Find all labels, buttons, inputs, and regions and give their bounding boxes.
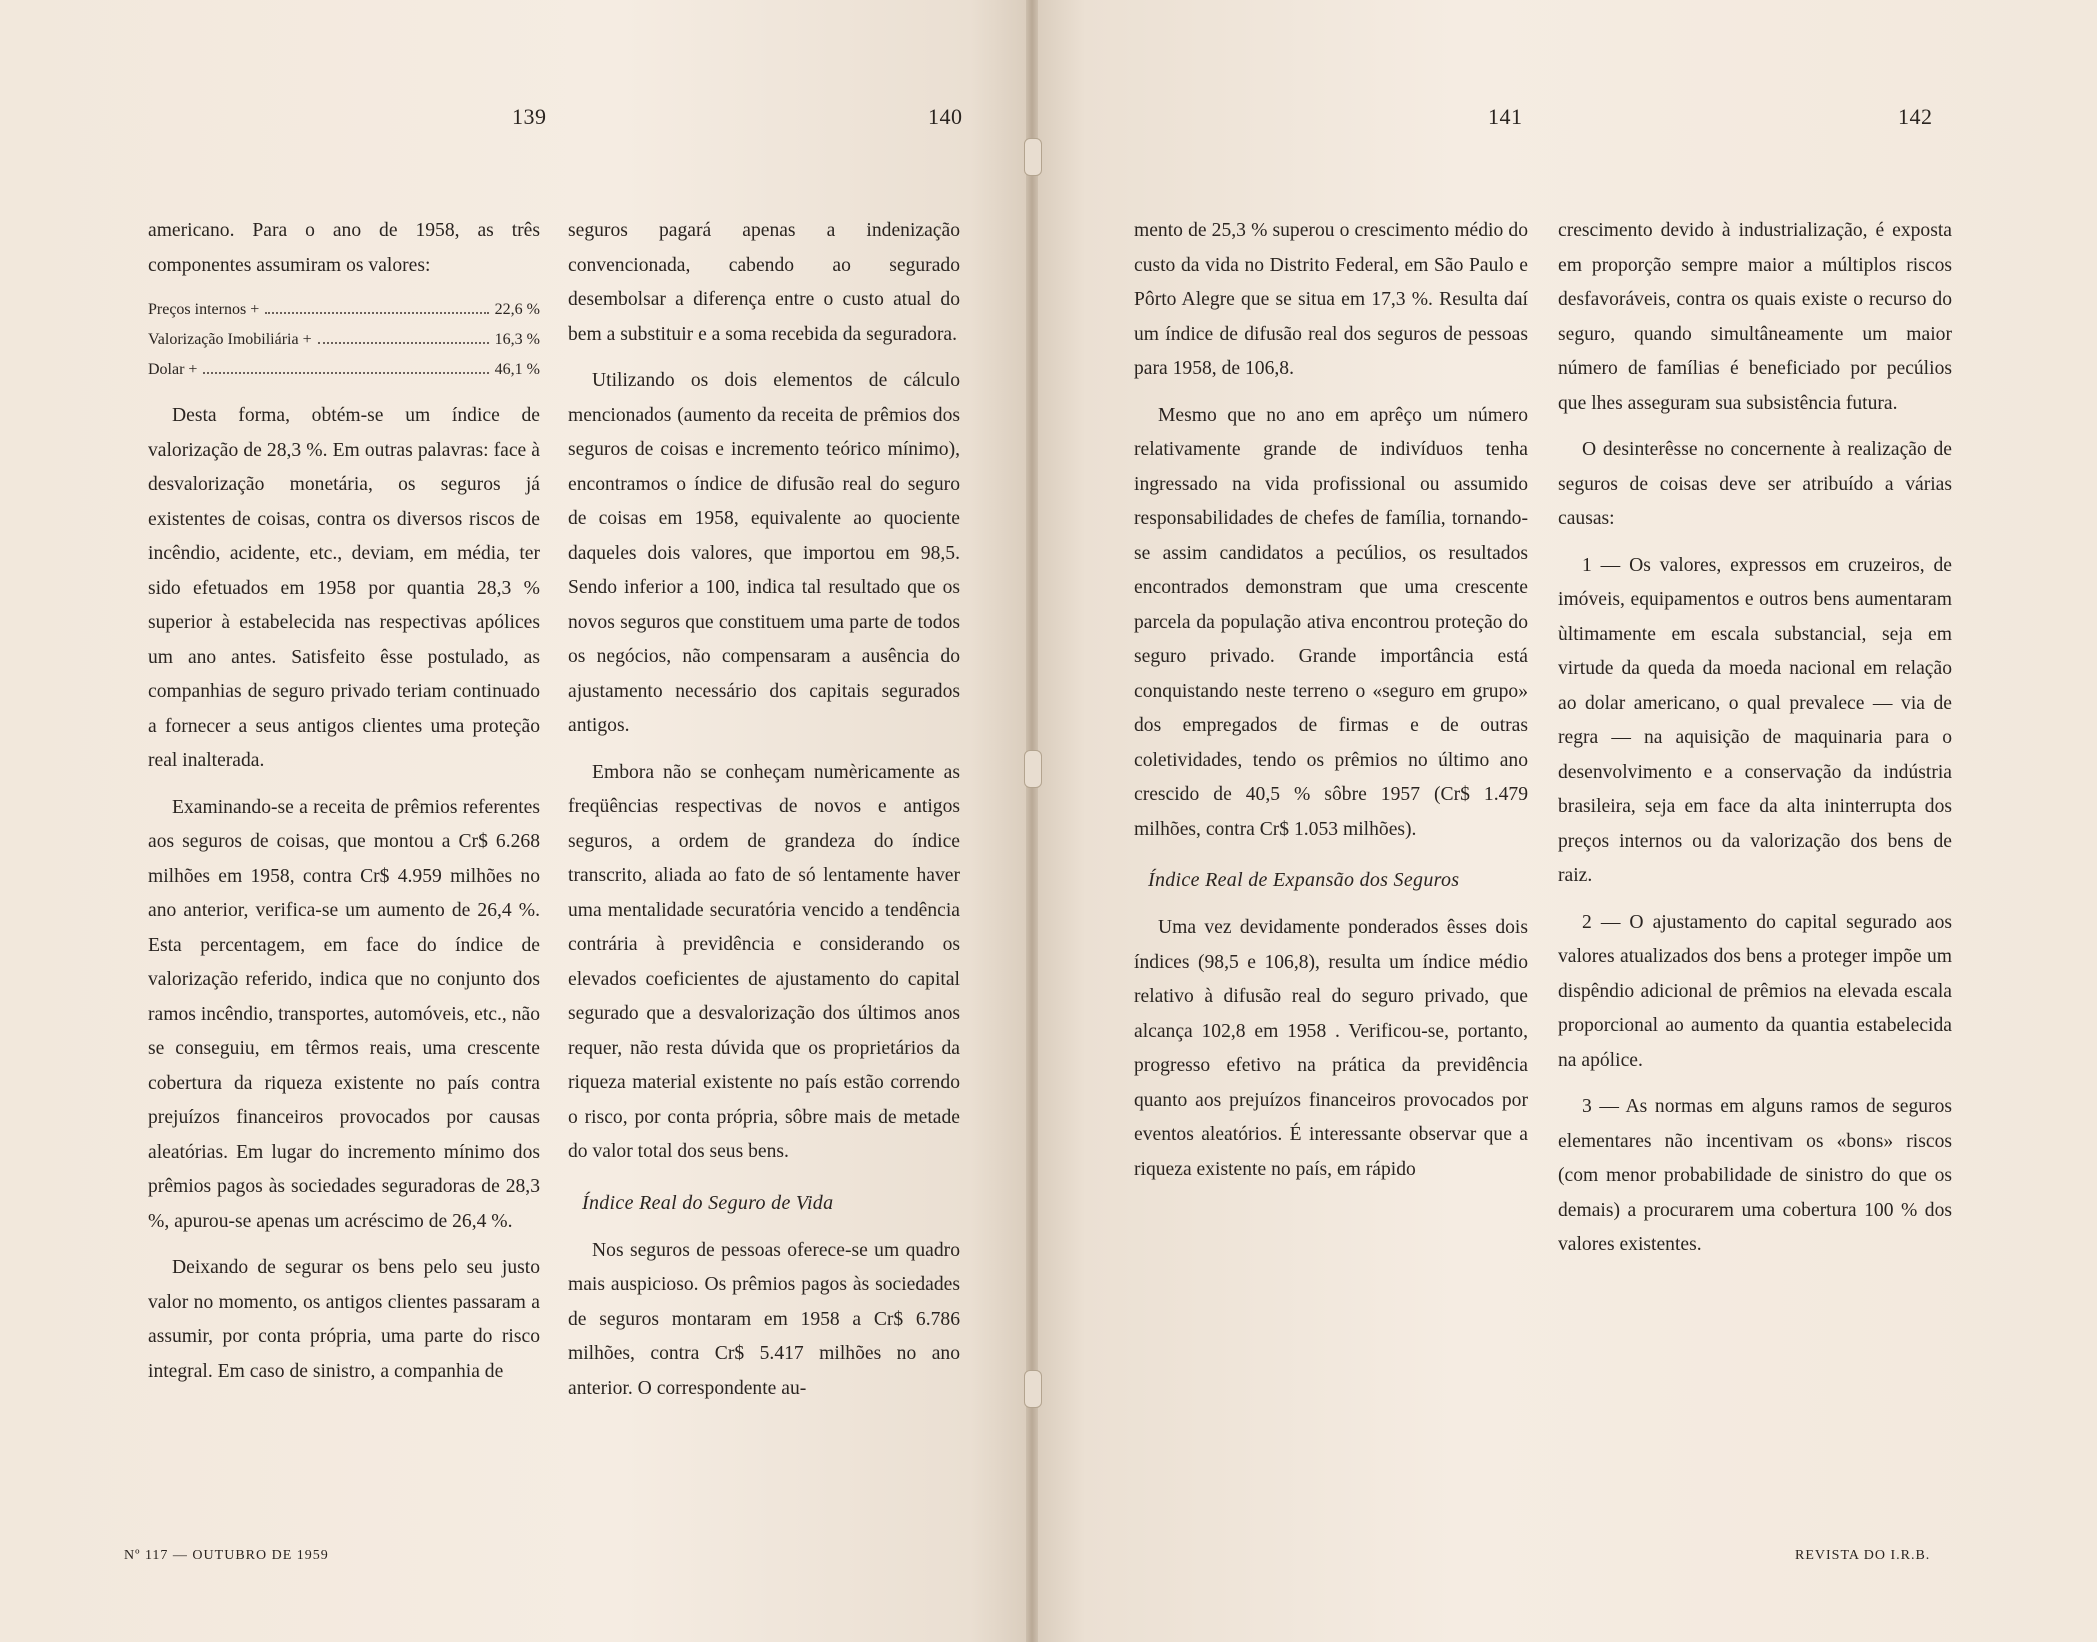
column-page-141 <box>1134 214 1528 1199</box>
list-item <box>148 325 540 355</box>
paragraph: 3 — As normas em alguns ramos de seguros elementares não incentivam os «bons» riscos (com menor probabilidade de sinistro do que os demais) a procurarem uma cobertura 100 % dos valores existentes. <box>1558 1096 1952 1255</box>
paragraph: Uma vez devidamente ponderados êsses dois índices (98,5 e 106,8), resulta um índice médio relativo à difusão real do seguro privado, que alcança 102,8 em 1958 . Verificou-se, portanto, progresso efetivo na prática da previdência quanto aos prejuízos financeiros provocados por eventos aleatórios. É interessante observar que a riqueza existente no país, em rápido <box>1134 917 1528 1180</box>
price-value: 22,6 % <box>494 301 540 318</box>
price-components-list <box>148 295 540 385</box>
page-number-142: 142 <box>1898 104 1933 129</box>
dot-leader <box>265 312 488 314</box>
price-label: Preços internos + <box>148 301 260 318</box>
paragraph: crescimento devido à industrialização, é exposta em proporção sempre maior a múltiplos riscos desfavoráveis, contra os quais existe o recurso do seguro, quando simultâneamente um maior número de famílias é beneficiado por pecúlios que lhes asseguram sua subsistência futura. <box>1558 220 1952 414</box>
binding-stitch <box>1024 750 1042 788</box>
dot-leader <box>203 372 488 374</box>
price-label: Valorização Imobiliária + <box>148 331 312 348</box>
paragraph: 1 — Os valores, expressos em cruzeiros, de imóveis, equipamentos e outros bens aumentaram ùltimamente em escala substancial, seja em virtude da queda da moeda nacional em relação ao dolar americano, o qual prevalece — via de regra — na aquisição de maquinaria para o desenvolvimento e a conservação da indústria brasileira, seja em face da alta ininterrupta dos preços internos ou da valorização dos bens de raiz. <box>1558 554 1952 886</box>
paragraph: Deixando de segurar os bens pelo seu justo valor no momento, os antigos clientes passaram a assumir, por conta própria, uma parte do risco integral. Em caso de sinistro, a companhia de <box>148 1257 540 1382</box>
paragraph: Nos seguros de pessoas oferece-se um quadro mais auspicioso. Os prêmios pagos às sociedades de seguros montaram em 1958 a Cr$ 6.786 milhões, contra Cr$ 5.417 milhões no ano anterior. O correspondente au- <box>568 1239 960 1399</box>
footer-issue: Nº 117 — OUTUBRO DE 1959 <box>124 1548 329 1563</box>
page-number-139: 139 <box>512 104 547 129</box>
page-number-141: 141 <box>1488 104 1523 129</box>
paragraph: Examinando-se a receita de prêmios referentes aos seguros de coisas, que montou a Cr$ 6.268 milhões em 1958, contra Cr$ 4.959 milhões no ano anterior, verifica-se um aumento de 26,4 %. Esta percentagem, em face do índice de valorização referido, indica que no conjunto dos ramos incêndio, transportes, automóveis, etc., não se conseguiu, em têrmos reais, uma crescente cobertura da riqueza existente no país contra prejuízos financeiros provocados por causas aleatórias. Em lugar do incremento mínimo dos prêmios pagos às sociedades seguradoras de 28,3 %, apurou-se apenas um acréscimo de 26,4 %. <box>148 796 540 1232</box>
section-heading: Índice Real de Expansão dos Seguros <box>1148 869 1460 891</box>
binding-stitch <box>1024 1370 1042 1408</box>
paragraph: 2 — O ajustamento do capital segurado aos valores atualizados dos bens a proteger impõe um dispêndio adicional de prêmios na elevada escala proporcional ao aumento da quantia estabelecida na apólice. <box>1558 911 1952 1071</box>
page-number-140: 140 <box>928 104 963 129</box>
paragraph: Desta forma, obtém-se um índice de valorização de 28,3 %. Em outras palavras: face à desvalorização monetária, os seguros já existentes de coisas, contra os diversos riscos de incêndio, acidente, etc., deviam, em média, ter sido efetuados em 1958 por quantia 28,3 % superior à estabelecida nas respectivas apólices um ano antes. Satisfeito êsse postulado, as companhias de seguro privado teriam continuado a fornecer a seus antigos clientes uma proteção real inalterada. <box>148 405 540 771</box>
price-value: 16,3 % <box>494 331 540 348</box>
paragraph: Utilizando os dois elementos de cálculo mencionados (aumento da receita de prêmios dos seguros de coisas e incremento teórico mínimo), encontramos o índice de difusão real do seguro de coisas em 1958, equivalente ao quociente daqueles dois valores, que importou em 98,5. Sendo inferior a 100, indica tal resultado que os novos seguros que constituem uma parte de todos os negócios, não compensaram a ausência do ajustamento necessário dos capitais segurados antigos. <box>568 370 960 736</box>
list-item <box>148 295 540 325</box>
dot-leader <box>318 342 489 344</box>
column-page-139 <box>148 214 540 1401</box>
paragraph: seguros pagará apenas a indenização convencionada, cabendo ao segurado desembolsar a diferença entre o custo atual do bem a substituir e a soma recebida da seguradora. <box>568 220 960 345</box>
column-page-140 <box>568 214 960 1418</box>
paragraph: Embora não se conheçam numèricamente as freqüências respectivas de novos e antigos seguros, a ordem de grandeza do índice transcrito, aliada ao fato de só lentamente haver uma mentalidade securatória vencido a tendência contrária à previdência e considerando os elevados coeficientes de ajustamento do capital segurado que a desvalorização dos últimos anos requer, não resta dúvida que os proprietários da riqueza material existente no país estão correndo o risco, por conta própria, sôbre mais de metade do valor total dos seus bens. <box>568 761 960 1162</box>
footer-journal: REVISTA DO I.R.B. <box>1795 1548 1931 1563</box>
paragraph: americano. Para o ano de 1958, as três componentes assumiram os valores: <box>148 220 540 276</box>
price-value: 46,1 % <box>494 361 540 378</box>
list-item <box>148 355 540 385</box>
binding-stitch <box>1024 138 1042 176</box>
section-heading: Índice Real do Seguro de Vida <box>582 1191 834 1214</box>
column-page-142 <box>1558 214 1952 1275</box>
paragraph: Mesmo que no ano em aprêço um número relativamente grande de indivíduos tenha ingressado na vida profissional ou assumido responsabilidades de chefes de família, tornando-se assim candidatos a pecúlios, os resultados encontrados demonstram que uma crescente parcela da população ativa encontrou proteção do seguro privado. Grande importância está conquistando neste terreno o «seguro em grupo» dos empregados de firmas e de outras coletividades, tendo os prêmios no último ano crescido de 40,5 % sôbre 1957 (Cr$ 1.479 milhões, contra Cr$ 1.053 milhões). <box>1134 404 1528 840</box>
paragraph: mento de 25,3 % superou o crescimento médio do custo da vida no Distrito Federal, em São Paulo e Pôrto Alegre que se situa em 17,3 %. Resulta daí um índice de difusão real dos seguros de pessoas para 1958, de 106,8. <box>1134 220 1528 379</box>
price-label: Dolar + <box>148 361 198 378</box>
paragraph: O desinterêsse no concernente à realização de seguros de coisas deve ser atribuído a várias causas: <box>1558 439 1952 529</box>
